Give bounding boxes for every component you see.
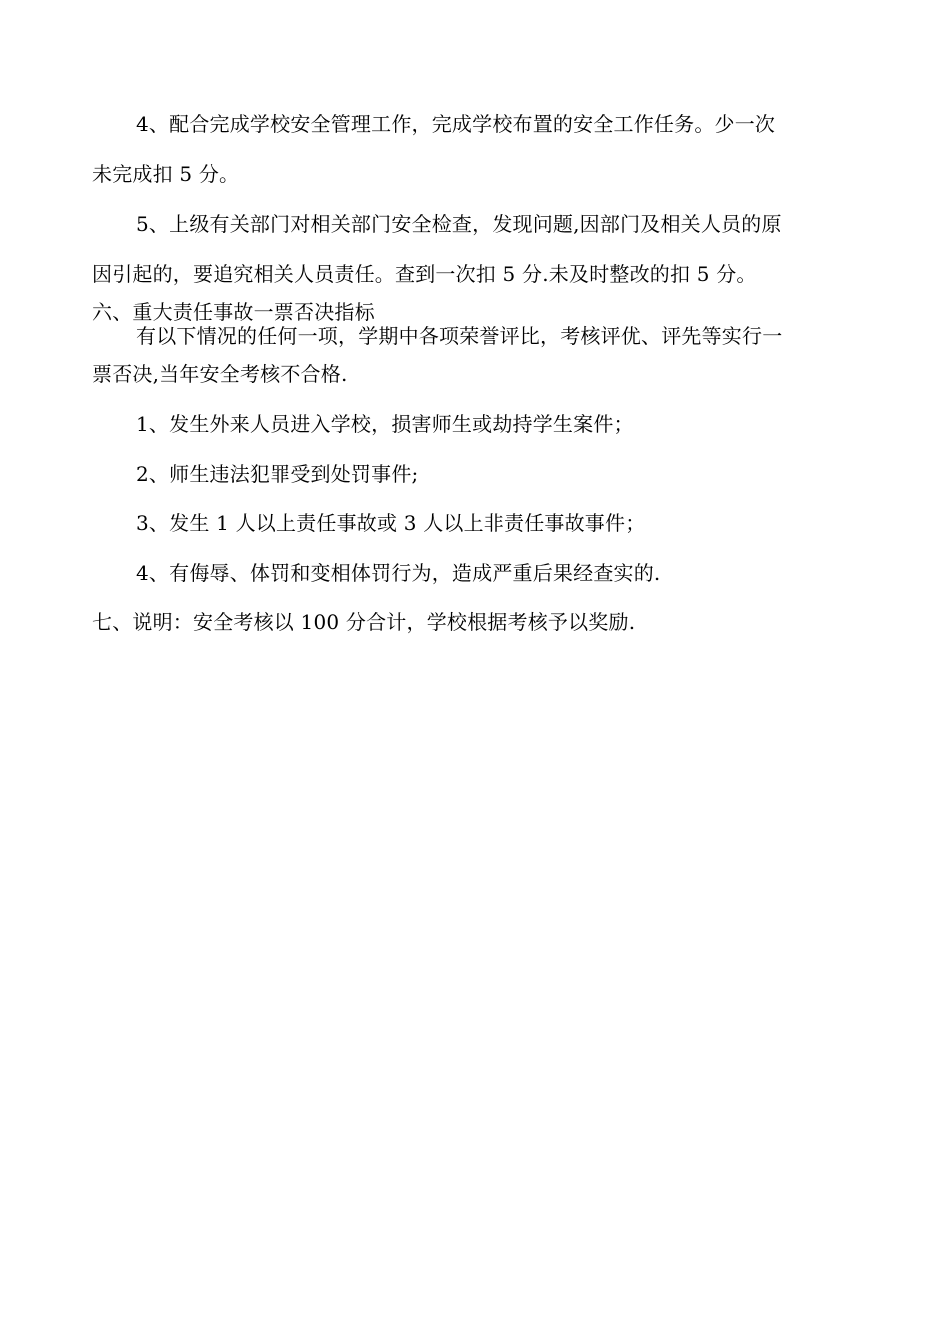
item4-line1: 4、配合完成学校安全管理工作，完成学校布置的安全工作任务。少一次 [136,112,776,136]
veto-item-4: 4、有侮辱、体罚和变相体罚行为，造成严重后果经查实的. [136,561,661,585]
section6-intro-line1: 有以下情况的任何一项，学期中各项荣誉评比，考核评优、评先等实行一 [136,324,783,348]
item5-line1: 5、上级有关部门对相关部门安全检查，发现问题,因部门及相关人员的原 [136,212,782,236]
item5-line2: 因引起的，要追究相关人员责任。查到一次扣 5 分.未及时整改的扣 5 分。 [92,262,757,286]
veto-item-3: 3、发生 1 人以上责任事故或 3 人以上非责任事故事件； [136,511,646,535]
veto-item-2: 2、师生违法犯罪受到处罚事件; [136,462,419,486]
section7-note: 七、说明：安全考核以 100 分合计，学校根据考核予以奖励. [92,610,636,634]
section6-intro-line2: 票否决,当年安全考核不合格. [92,362,348,386]
item4-line2: 未完成扣 5 分。 [92,162,240,186]
section6-heading: 六、重大责任事故一票否决指标 [92,300,375,324]
veto-item-1: 1、发生外来人员进入学校，损害师生或劫持学生案件； [136,412,634,436]
